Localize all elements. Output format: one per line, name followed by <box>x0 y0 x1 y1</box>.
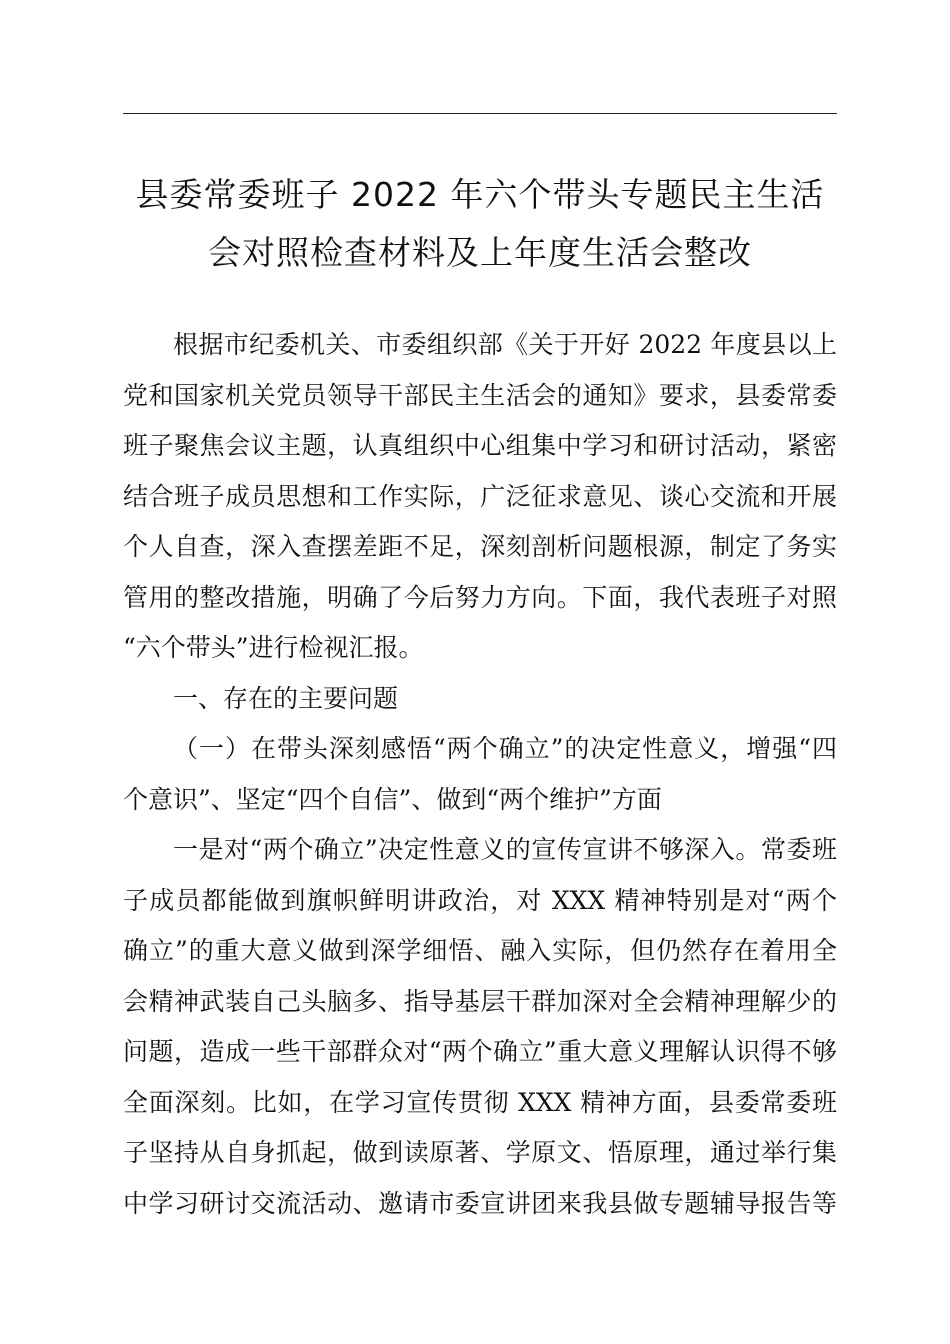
text-line: 子坚持从自身抓起，做到读原著、学原文、悟原理，通过举行集 <box>123 1138 837 1167</box>
text-line: 个人自查，深入查摆差距不足，深刻剖析问题根源，制定了务实 <box>123 532 837 561</box>
subsection-heading <box>123 724 837 825</box>
header-rule <box>123 113 837 114</box>
text-line: “六个带头”进行检视汇报。 <box>123 633 424 662</box>
text-line: 中学习研讨交流活动、邀请市委宣讲团来我县做专题辅导报告等 <box>123 1188 837 1218</box>
document-title <box>100 166 860 282</box>
intro-paragraph <box>123 320 837 674</box>
text-line: 个意识”、坚定“四个自信”、做到“两个维护”方面 <box>123 784 662 814</box>
body-paragraph <box>123 825 837 1229</box>
text-line: 管用的整改措施，明确了今后努力方向。下面，我代表班子对照 <box>123 582 837 612</box>
section-heading <box>123 674 837 725</box>
text-line: 确立”的重大意义做到深学细悟、融入实际，但仍然存在着用全 <box>123 936 837 965</box>
text-line: 结合班子成员思想和工作实际，广泛征求意见、谈心交流和开展 <box>123 481 837 511</box>
text-line: 班子聚焦会议主题，认真组织中心组集中学习和研讨活动，紧密 <box>123 431 837 460</box>
text-line: 一、存在的主要问题 <box>173 683 399 713</box>
title-line: 会对照检查材料及上年度生活会整改 <box>208 233 752 272</box>
text-line: 根据市纪委机关、市委组织部《关于开好 2022 年度县以上 <box>173 330 837 359</box>
text-line: 党和国家机关党员领导干部民主生活会的通知》要求，县委常委 <box>123 380 837 410</box>
text-line: 会精神武装自己头脑多、指导基层干群加深对全会精神理解少的 <box>123 986 837 1016</box>
text-line: 子成员都能做到旗帜鲜明讲政治，对 XXX 精神特别是对“两个 <box>123 885 837 915</box>
title-line: 县委常委班子 2022 年六个带头专题民主生活 <box>135 175 825 214</box>
text-line: 问题，造成一些干部群众对“两个确立”重大意义理解认识得不够 <box>123 1037 837 1066</box>
text-line: 一是对“两个确立”决定性意义的宣传宣讲不够深入。常委班 <box>173 835 837 864</box>
text-line: 全面深刻。比如，在学习宣传贯彻 XXX 精神方面，县委常委班 <box>123 1087 837 1117</box>
document-body <box>123 320 837 1229</box>
text-line: （一）在带头深刻感悟“两个确立”的决定性意义，增强“四 <box>173 734 837 763</box>
